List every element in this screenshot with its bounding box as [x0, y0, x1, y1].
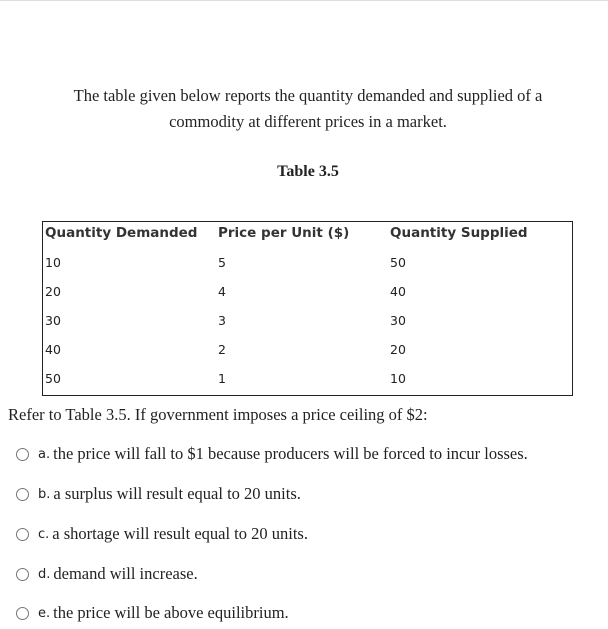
- table-cell: 10: [390, 371, 406, 386]
- radio-button-c[interactable]: [16, 528, 29, 541]
- option-letter: c.: [38, 526, 50, 542]
- option-letter: d.: [38, 566, 51, 582]
- table-cell: 40: [390, 284, 406, 299]
- option-text: a surplus will result equal to 20 units.: [53, 484, 301, 503]
- radio-button-a[interactable]: [16, 448, 29, 461]
- table-cell: 3: [218, 313, 226, 328]
- radio-button-b[interactable]: [16, 488, 29, 501]
- option-letter: e.: [38, 605, 51, 621]
- option-b[interactable]: [16, 482, 301, 506]
- header-quantity-supplied: Quantity Supplied: [390, 225, 528, 241]
- table-cell: 30: [45, 313, 61, 328]
- option-letter: b.: [38, 486, 51, 502]
- option-e[interactable]: [16, 601, 289, 625]
- option-d[interactable]: [16, 562, 198, 586]
- intro-line-1: The table given below reports the quantity demanded and supplied of a: [73, 86, 543, 105]
- table-cell: 50: [45, 371, 61, 386]
- option-text: a shortage will result equal to 20 units.: [52, 524, 308, 543]
- top-divider: [0, 0, 608, 1]
- table-cell: 40: [45, 342, 61, 357]
- intro-line-2: commodity at different prices in a market.: [169, 112, 447, 131]
- table-cell: 20: [45, 284, 61, 299]
- table-cell: 10: [45, 255, 61, 270]
- table-cell: 4: [218, 284, 226, 299]
- table-cell: 2: [218, 342, 226, 357]
- option-a[interactable]: [16, 442, 528, 466]
- radio-button-e[interactable]: [16, 607, 29, 620]
- table-cell: 1: [218, 371, 226, 386]
- question-intro: [30, 83, 586, 135]
- header-price-per-unit: Price per Unit ($): [218, 225, 350, 241]
- option-text: the price will be above equilibrium.: [53, 603, 289, 622]
- option-c[interactable]: [16, 522, 308, 546]
- table-cell: 5: [218, 255, 226, 270]
- table-cell: 50: [390, 255, 406, 270]
- option-text: the price will fall to $1 because producers will be forced to incur losses.: [53, 444, 528, 463]
- option-text: demand will increase.: [53, 564, 198, 583]
- demand-supply-table: [42, 221, 573, 396]
- question-text: Refer to Table 3.5. If government imposes a price ceiling of $2:: [8, 405, 428, 424]
- table-cell: 20: [390, 342, 406, 357]
- table-cell: 30: [390, 313, 406, 328]
- table-title: Table 3.5: [277, 163, 339, 180]
- option-letter: a.: [38, 446, 51, 462]
- radio-button-d[interactable]: [16, 568, 29, 581]
- header-quantity-demanded: Quantity Demanded: [45, 225, 198, 241]
